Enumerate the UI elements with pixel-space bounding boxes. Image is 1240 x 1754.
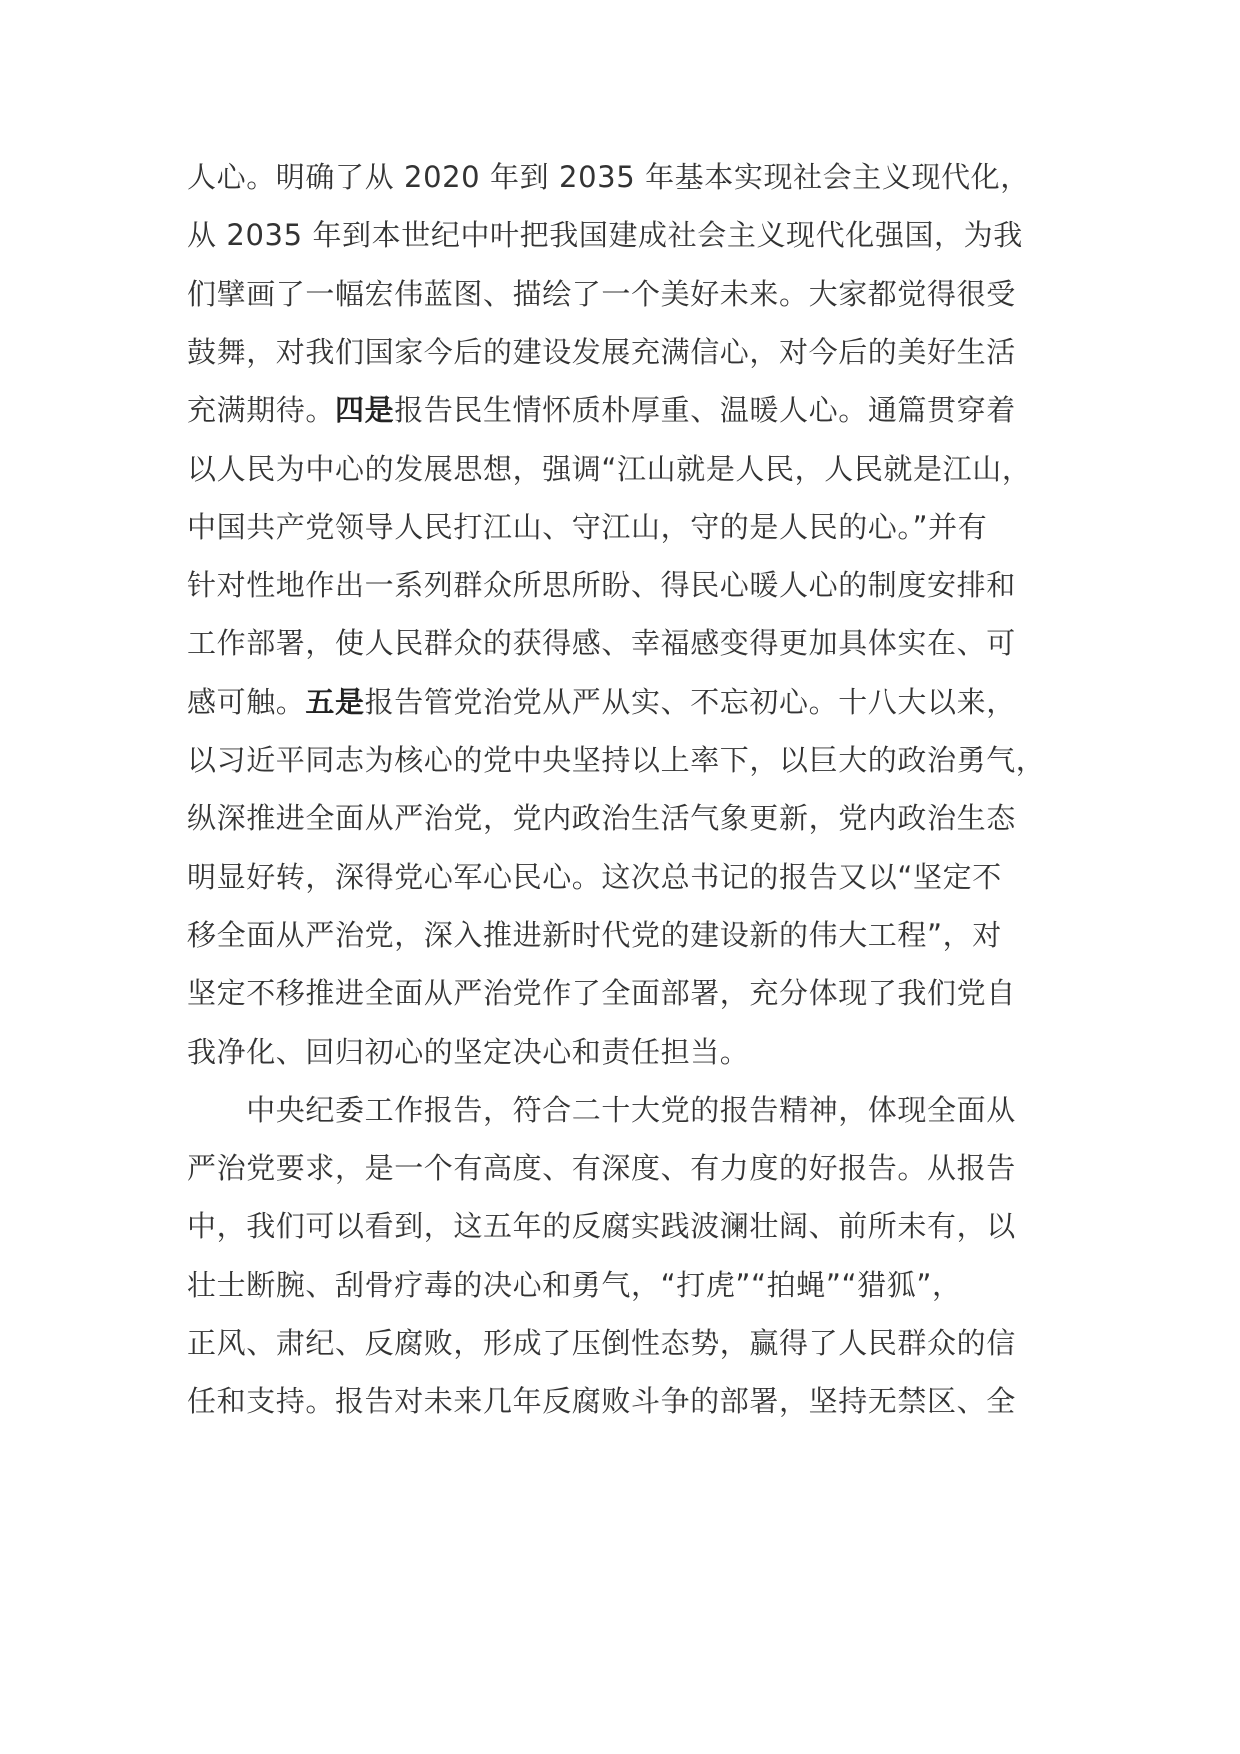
text-run: 以人民为中心的发展思想，强调“江山就是人民，人民就是江山， [187,451,1032,486]
text-line [187,449,1031,489]
text-line [187,857,1002,897]
text-run: 任和支持。报告对未来几年反腐败斗争的部署，坚持无禁区、全 [187,1384,1016,1419]
text-run: 感可触。 [187,684,306,719]
text-line [187,623,1016,663]
text-line [187,798,1016,838]
text-line [187,915,1002,955]
text-line [187,274,1016,314]
text-line [187,973,1016,1013]
text-run: 坚定不移推进全面从严治党作了全面部署，充分体现了我们党自 [187,976,1016,1011]
text-run: 从 2035 年到本世纪中叶把我国建成社会主义现代化强国，为我 [187,218,1023,253]
bold-keyword: 四是 [335,393,395,428]
text-run: 明显好转，深得党心军心民心。这次总书记的报告又以“坚定不 [187,859,1002,894]
text-line [187,565,1016,605]
text-run: 报告管党治党从严从实、不忘初心。十八大以来， [364,684,1016,719]
text-run: 针对性地作出一系列群众所思所盼、得民心暖人心的制度安排和 [187,568,1016,603]
text-run: 移全面从严治党，深入推进新时代党的建设新的伟大工程”，对 [187,917,1002,952]
text-line [187,157,1030,197]
text-run: 们擘画了一幅宏伟蓝图、描绘了一个美好未来。大家都觉得很受 [187,276,1016,311]
text-run: 纵深推进全面从严治党，党内政治生活气象更新，党内政治生态 [187,801,1016,836]
text-run: 壮士断腕、刮骨疗毒的决心和勇气，“打虎”“拍蝇”“猎狐”， [187,1267,962,1302]
text-run: 鼓舞，对我们国家今后的建设发展充满信心，对今后的美好生活 [187,334,1016,369]
text-line [187,390,1016,430]
text-line [187,215,1023,255]
text-line [187,740,1045,780]
text-line [187,1206,1016,1246]
text-line [187,682,1016,722]
text-line [187,332,1016,372]
text-run: 报告民生情怀质朴厚重、温暖人心。通篇贯穿着 [394,393,1016,428]
text-run: 我净化、回归初心的坚定决心和责任担当。 [187,1034,750,1069]
text-run: 工作部署，使人民群众的获得感、幸福感变得更加具体实在、可 [187,626,1016,661]
text-run: 正风、肃纪、反腐败，形成了压倒性态势，赢得了人民群众的信 [187,1326,1016,1360]
text-line [187,1032,749,1072]
text-run: 严治党要求，是一个有高度、有深度、有力度的好报告。从报告 [187,1151,1016,1186]
text-run: 以习近平同志为核心的党中央坚持以上率下，以巨大的政治勇气， [187,743,1046,777]
text-line [187,1148,1016,1188]
text-run: 中国共产党领导人民打江山、守江山，守的是人民的心。”并有 [187,509,988,544]
bold-keyword: 五是 [305,684,365,719]
text-line [187,507,987,547]
text-run: 中央纪委工作报告，符合二十大党的报告精神，体现全面从 [187,1092,1016,1127]
text-run: 中，我们可以看到，这五年的反腐实践波澜壮阔、前所未有，以 [187,1209,1016,1244]
text-line [187,1090,1016,1130]
text-line [187,1323,1016,1363]
text-line [187,1265,962,1305]
text-line [187,1381,1016,1421]
text-run: 充满期待。 [187,393,336,428]
text-run: 人心。明确了从 2020 年到 2035 年基本实现社会主义现代化， [187,160,1030,194]
